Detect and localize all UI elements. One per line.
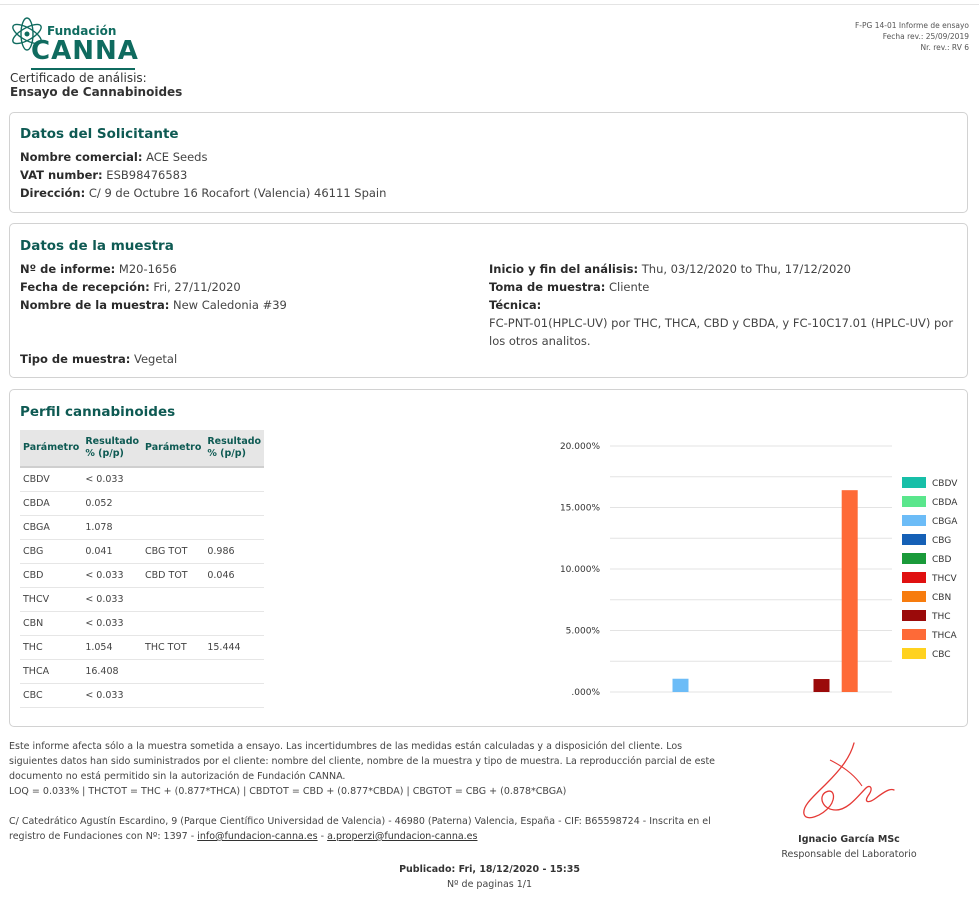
legend-swatch (902, 515, 926, 526)
cell-param2 (142, 467, 204, 492)
tecnica-label-row (489, 298, 541, 312)
legend-swatch (902, 553, 926, 564)
field-value: M20-1656 (118, 262, 177, 276)
cell-param: THCV (20, 588, 82, 612)
field-label: Nombre comercial: (20, 150, 143, 164)
field-label: Inicio y fin del análisis: (489, 262, 639, 276)
legend-label: THC (932, 612, 951, 622)
cell-param2: CBG TOT (142, 540, 204, 564)
cell-param2: CBD TOT (142, 564, 204, 588)
doc-revision-number: Nr. rev.: RV 6 (920, 43, 969, 52)
bar-thc (814, 679, 830, 692)
cell-result: 1.078 (82, 516, 142, 540)
header-line: % (p/p) (207, 448, 246, 459)
legend-label: CBG (932, 536, 952, 546)
table-row (20, 588, 264, 612)
field-label: Tipo de muestra: (20, 352, 131, 366)
y-tick-label: 10.000% (559, 565, 600, 575)
informe-row (20, 262, 177, 276)
fecha-recepcion-row (20, 280, 241, 294)
fundacion-canna-logo (9, 12, 139, 66)
section-title: Perfil cannabinoides (20, 404, 176, 420)
bar-thca (842, 490, 858, 692)
cannabinoid-table (20, 430, 264, 708)
table-row (20, 684, 264, 708)
cell-result: < 0.033 (82, 564, 142, 588)
document-reference (855, 20, 969, 53)
signer-name: Ignacio García MSc (798, 834, 900, 845)
nombre-comercial-row (20, 150, 207, 164)
table-header-row (20, 430, 264, 467)
table-row (20, 636, 264, 660)
header-line: % (p/p) (85, 448, 124, 459)
legend-swatch (902, 648, 926, 659)
cell-result2 (204, 516, 264, 540)
cell-param2 (142, 492, 204, 516)
legend-label: CBD (932, 555, 952, 565)
tecnica-value-line1: FC-PNT-01(HPLC-UV) por THC, THCA, CBD y CBDA, y FC-10C17.01 (HPLC-UV) por (489, 316, 954, 330)
cannabinoid-bar-chart (540, 430, 960, 710)
inicio-fin-row (489, 262, 851, 276)
cell-param2 (142, 660, 204, 684)
cell-param2 (142, 684, 204, 708)
legend-label: CBC (932, 650, 951, 660)
cell-result: < 0.033 (82, 684, 142, 708)
legend-label: CBN (932, 593, 952, 603)
y-tick-label: .000% (571, 688, 600, 698)
section-title: Datos de la muestra (20, 238, 174, 254)
y-tick-label: 15.000% (559, 503, 600, 514)
table-row (20, 660, 264, 684)
cell-result2: 0.986 (204, 540, 264, 564)
cell-param: CBG (20, 540, 82, 564)
cell-result2 (204, 612, 264, 636)
cell-result2: 15.444 (204, 636, 264, 660)
legend-swatch (902, 610, 926, 621)
note-line: documento no está permitido sin la autorización de Fundación CANNA. (9, 771, 346, 782)
page-count: Nº de paginas 1/1 (446, 879, 533, 890)
table-row (20, 612, 264, 636)
cell-result: 16.408 (82, 660, 142, 684)
column-header-parametro: Parámetro (20, 430, 82, 467)
field-value: Fri, 27/11/2020 (153, 280, 241, 294)
legend-label: THCA (932, 631, 957, 641)
legend-label: THCV (932, 574, 957, 584)
report-notes (9, 739, 749, 799)
field-value: Thu, 03/12/2020 to Thu, 17/12/2020 (641, 262, 851, 276)
field-value: New Caledonia #39 (172, 298, 287, 312)
field-label: Dirección: (20, 186, 86, 200)
field-value: Cliente (609, 280, 650, 294)
cell-param2 (142, 516, 204, 540)
cell-result: < 0.033 (82, 612, 142, 636)
foundation-address (9, 814, 749, 844)
toma-muestra-row (489, 280, 649, 294)
direccion-row (20, 186, 386, 200)
cell-result: < 0.033 (82, 588, 142, 612)
cell-param2 (142, 588, 204, 612)
column-header-parametro-2: Parámetro (142, 430, 204, 467)
legend-swatch (902, 629, 926, 640)
cell-result: < 0.033 (82, 467, 142, 492)
field-label: Nombre de la muestra: (20, 298, 170, 312)
note-line: Este informe afecta sólo a la muestra sometida a ensayo. Las incertidumbres de las medidas están calculadas y a disposición del cliente. Los (9, 741, 683, 752)
header-line: Resultado (207, 436, 262, 447)
cell-param: THC (20, 636, 82, 660)
note-line: siguientes datos han sido suministrados por el cliente: nombre del cliente, nombre de la muestra y tipo de muestra. La reproducción parcial de este (9, 756, 716, 767)
cell-param2: THC TOT (142, 636, 204, 660)
link-separator: - (320, 831, 325, 842)
cell-param: THCA (20, 660, 82, 684)
cell-result: 1.054 (82, 636, 142, 660)
field-value: Vegetal (133, 352, 178, 366)
published-date: Publicado: Fri, 18/12/2020 - 15:35 (399, 864, 580, 875)
column-header-resultado-2 (204, 430, 264, 467)
cell-result2 (204, 684, 264, 708)
solicitante-section (9, 112, 968, 213)
vat-row (20, 168, 187, 182)
column-header-resultado (82, 430, 142, 467)
y-tick-label: 5.000% (565, 626, 600, 637)
cell-result2 (204, 492, 264, 516)
logo-underline (31, 68, 135, 70)
doc-revision-date: Fecha rev.: 25/09/2019 (882, 32, 969, 41)
cell-param: CBGA (20, 516, 82, 540)
address-line-2 (9, 829, 749, 844)
certificate-title: Ensayo de Cannabinoides (10, 85, 183, 99)
cell-param: CBC (20, 684, 82, 708)
top-divider (0, 4, 979, 5)
signature-image (796, 740, 896, 825)
table-row (20, 467, 264, 492)
cell-result2: 0.046 (204, 564, 264, 588)
field-label: Fecha de recepción: (20, 280, 150, 294)
legend-swatch (902, 572, 926, 583)
header-line: Resultado (85, 436, 140, 447)
logo-canna-text: CANNA (31, 36, 139, 66)
logo-fundacion-text: Fundación (47, 24, 117, 38)
field-value: ACE Seeds (146, 150, 208, 164)
legend-label: CBDA (932, 498, 958, 508)
field-label: Nº de informe: (20, 262, 116, 276)
cell-result: 0.052 (82, 492, 142, 516)
legend-swatch (902, 477, 926, 488)
cell-param: CBDV (20, 467, 82, 492)
table-row (20, 492, 264, 516)
signer-role: Responsable del Laboratorio (781, 849, 917, 860)
nombre-muestra-row (20, 298, 287, 312)
address-line: C/ Catedrático Agustín Escardino, 9 (Parque Científico Universidad de Valencia) - 46980 (Paterna) Valencia, España - CIF: B65598724 - Inscrita en el (9, 816, 711, 827)
loq-formulas: LOQ = 0.033% | THCTOT = THC + (0.877*THCA) | CBDTOT = CBD + (0.877*CBDA) | CBGTOT = CBG + (0.878*CBGA) (9, 786, 567, 797)
tipo-muestra-row (20, 352, 177, 366)
legend-label: CBGA (932, 517, 958, 527)
muestra-section (9, 223, 968, 378)
cell-result: 0.041 (82, 540, 142, 564)
field-label: Técnica: (489, 298, 542, 312)
cell-result2 (204, 588, 264, 612)
field-value: ESB98476583 (106, 168, 188, 182)
table-row (20, 540, 264, 564)
cell-result2 (204, 660, 264, 684)
table-row (20, 516, 264, 540)
certificate-label: Certificado de análisis: (10, 71, 147, 85)
cell-param: CBDA (20, 492, 82, 516)
registry-text: registro de Fundaciones con Nº: 1397 - (9, 831, 195, 842)
cell-param: CBD (20, 564, 82, 588)
cell-param2 (142, 612, 204, 636)
section-title: Datos del Solicitante (20, 126, 179, 142)
contact-email-link[interactable]: a.properzi@fundacion-canna.es (327, 831, 478, 842)
y-tick-label: 20.000% (559, 442, 600, 452)
info-email-link[interactable]: info@fundacion-canna.es (197, 831, 318, 842)
field-value: C/ 9 de Octubre 16 Rocafort (Valencia) 46111 Spain (88, 186, 387, 200)
legend-swatch (902, 496, 926, 507)
bar-cbga (673, 679, 689, 692)
table-row (20, 564, 264, 588)
doc-code: F-PG 14-01 Informe de ensayo (854, 21, 969, 30)
cell-result2 (204, 467, 264, 492)
tecnica-value-line2: los otros analitos. (489, 334, 591, 348)
perfil-section (9, 389, 968, 727)
legend-swatch (902, 534, 926, 545)
legend-label: CBDV (932, 479, 958, 489)
legend-swatch (902, 591, 926, 602)
field-label: VAT number: (20, 168, 103, 182)
field-label: Toma de muestra: (489, 280, 606, 294)
cell-param: CBN (20, 612, 82, 636)
